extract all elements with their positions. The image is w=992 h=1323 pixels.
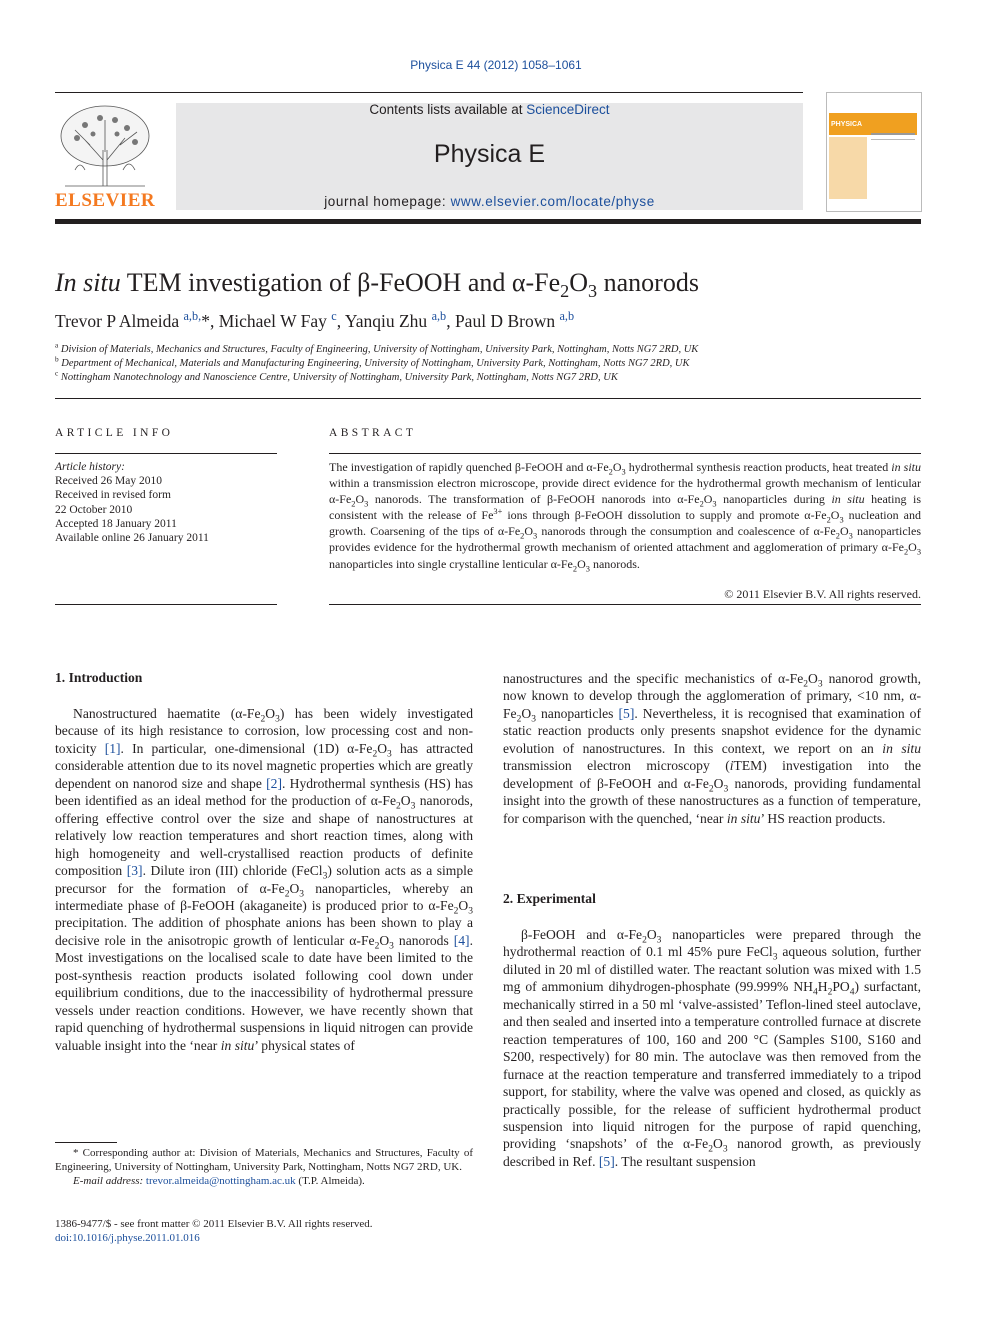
cover-title: PHYSICA (831, 121, 863, 128)
journal-citation[interactable]: Physica E 44 (2012) 1058–1061 (410, 58, 582, 72)
article-title: In situ TEM investigation of β-FeOOH and $\alpha-Fe_2O_3$ nanorods (55, 268, 699, 302)
author-list (55, 311, 574, 332)
article-info-heading: ARTICLE INFO (55, 427, 174, 439)
experimental-heading: 2. Experimental (503, 891, 596, 906)
abstract-bottom-rule (329, 604, 921, 605)
journal-cover[interactable] (826, 92, 922, 212)
elsevier-tree-logo (55, 100, 155, 190)
author[interactable]: Michael W Fay $^c$, (218, 309, 342, 331)
cover-line (871, 139, 915, 140)
cover-side-panel (829, 137, 867, 199)
experimental-body: β-FeOOH and $\alpha-Fe_2O_3$ nanoparticles were prepared through the hydrothermal reaction of 0.1 ml 45% pure FeCl$_3$ aqueous solution, further diluted in 20 ml of distilled water. The reactant solution was mixed with 1.5 mg of ammonium dihydrogen-phosphate (99.999% $NH_4H_2PO_4$) surfactant, mechanically stirred in a 50 ml ‘valve-assisted’ Teflon-lined steel autoclave, and then sealed and inserted into a temperature controlled furnace at discrete reaction temperatures of 100, 160 and 200 °C (Samples S100, S160 and S200, respectively) for 80 min. The autoclave was then removed from the furnace at the reaction temperature and transferred immediately to a tripod support, for stability, where the valve was opened and closed, as quickly as practically possible, for the release of sufficient hydrothermal product suspension into liquid nitrogen for the purpose of rapid quenching, providing ‘snapshots’ of the $\alpha-Fe_2O_3$ nanorod growth, as previously described in Ref. [5]. The resultant suspension (503, 927, 922, 1169)
section-rule (55, 398, 921, 399)
author[interactable]: Yanqiu Zhu $^{a,b}$, (344, 309, 451, 331)
author[interactable]: Paul D Brown $^{a,b}$ (454, 309, 575, 331)
header-bottom-rule (55, 219, 921, 224)
affiliation: $^c$ Nottingham Nanotechnology and Nanoscience Centre, University of Nottingham, University Park, Nottingham, Notts NG7 2RD, UK (55, 368, 618, 384)
ref-link[interactable]: [1] (104, 740, 121, 756)
footnote-rule (55, 1142, 117, 1143)
affiliation: $^a$ Division of Materials, Mechanics and Structures, Faculty of Engineering, University of Nottingham, University Park, Nottingham, Notts NG7 2RD, UK (55, 340, 699, 355)
ref-link[interactable]: [2] (266, 775, 282, 791)
introduction-body-continued: nanostructures and the specific mechanistics of $\alpha-Fe_2O_3$ nanorod growth, now known to develop through the agglomeration of primary, <10 nm, $\alpha-Fe_2O_3$ nanoparticles [5]. Nevertheless, it is recognised that examination of static reaction products only presents snapshot evidence for the dynamic evolution of nanostructures. In this context, we report on an in situ transmission electron microscopy (iTEM) investigation into the development of β-FeOOH and $\alpha-Fe_2O_3$ nanorods, providing fundamental insight into the growth of these nanostructures as a function of temperature, for comparison with the quenched, ‘near in situ’ HS reaction products. (503, 671, 921, 826)
abstract-copyright: © 2011 Elsevier B.V. All rights reserved. (724, 587, 921, 601)
cover-line (871, 133, 915, 135)
abstract-text: The investigation of rapidly quenched β-FeOOH and $\alpha-Fe_2O_3$ hydrothermal synthesis reaction products, heat treated in situ within a transmission electron microscope, provide direct evidence for the hydrothermal growth mechanism of lenticular $\alpha-Fe_2O_3$ nanorods. The transformation of β-FeOOH nanorods into $\alpha-Fe_2O_3$ nanoparticles during in situ heating is consistent with the release of $Fe^{3+}$ ions through β-FeOOH dissolution to supply and promote $\alpha-Fe_2O_3$ nucleation and growth. Coarsening of the tips of $\alpha-Fe_2O_3$ nanorods through the consumption and coalescence of $\alpha-Fe_2O_3$ nanoparticles provides evidence for the hydrothermal growth mechanism of oriented attachment and agglomeration of primary $\alpha-Fe_2O_3$ nanoparticles into single crystalline lenticular $\alpha-Fe_2O_3$ nanorods. (329, 460, 921, 573)
author[interactable]: Trevor P Almeida $^{a,b,}$*, (55, 309, 215, 331)
sciencedirect-link[interactable]: ScienceDirect (526, 102, 610, 117)
email-link[interactable]: trevor.almeida@nottingham.ac.uk (145, 1175, 296, 1188)
homepage-link[interactable]: www.elsevier.com/locate/physe (450, 194, 655, 209)
affiliation: $^b$ Department of Mechanical, Materials and Manufacturing Engineering, University of Nottingham, University Park, Nottingham, Notts NG7 2RD, UK (55, 354, 690, 370)
ref-link[interactable]: [3] (126, 863, 143, 879)
ref-link[interactable]: [5] (618, 705, 635, 721)
ref-link[interactable]: [5] (598, 1153, 615, 1169)
journal-name: Physica E (433, 140, 546, 168)
abstract-rule (329, 453, 921, 454)
cover-band (829, 113, 917, 135)
introduction-body: Nanostructured haematite $(\alpha-Fe_2O_3)$ has been widely investigated because of its high resistance to corrosion, low processing cost and non-toxicity [1]. In particular, one-dimensional (1D) $\alpha-Fe_2O_3$ has attracted considerable attention due to its novel magnetic properties which are greatly dependent on nanorod size and shape [2]. Hydrothermal synthesis (HS) has been identified as an ideal method for the production of $\alpha-Fe_2O_3$ nanorods, offering effective control over the size and shape of nanostructures at relatively low reaction temperatures and short reaction times, along with high homogeneity and well-crystallised reaction products of definite composition [3]. Dilute iron (III) chloride (FeCl$_3$) solution acts as a simple precursor for the formation of $\alpha-Fe_2O_3$ nanoparticles, whereby an intermediate phase of β-FeOOH (akaganeite) is produced prior to $\alpha-Fe_2O_3$ precipitation. The addition of phosphate anions has been shown to play a decisive role in the anisotropic growth of lenticular $\alpha-Fe_2O_3$ nanorods [4]. Most investigations on the localised scale to date have been limited to the post-synthesis reaction products isolated following cool down under equilibrium conditions, due to the inaccessibility of hydrothermal pressure vessels under reaction conditions. However, we have recently shown that rapid quenching of hydrothermal suspensions in liquid nitrogen can provide valuable insight into the ‘near in situ’ physical states of (55, 706, 474, 1053)
journal-homepage: journal homepage: www.elsevier.com/locate/physe (324, 194, 655, 209)
contents-line: Contents lists available at ScienceDirect (369, 102, 610, 117)
article-info-bottom-rule (55, 604, 277, 605)
ref-link[interactable]: [4] (453, 932, 470, 948)
doi-link[interactable]: doi:10.1016/j.physe.2011.01.016 (55, 1232, 200, 1245)
article-history: Article history: Received 26 May 2010 Received in revised form 22 October 2010 Accepted 18 January 2011 Available online 26 January 2011 (55, 461, 209, 545)
article-info-rule (55, 453, 277, 454)
elsevier-logo-text: ELSEVIER (55, 190, 156, 211)
affiliations (55, 340, 699, 386)
introduction-heading: 1. Introduction (55, 670, 143, 685)
corresponding-footnote: * Corresponding author at: Division of Materials, Mechanics and Structures, Faculty of Engineering, University of Nottingham, University Park, Nottingham, Notts NG7 2RD, UK. E-mail address: trevor.almeida@nottingham.ac.uk (T.P. Almeida). (55, 1147, 473, 1188)
header-top-rule (55, 92, 803, 93)
front-matter-note: 1386-9477/$ - see front matter © 2011 Elsevier B.V. All rights reserved. doi:10.1016/j.physe.2011.01.016 (55, 1218, 373, 1245)
abstract-heading: ABSTRACT (329, 427, 417, 439)
